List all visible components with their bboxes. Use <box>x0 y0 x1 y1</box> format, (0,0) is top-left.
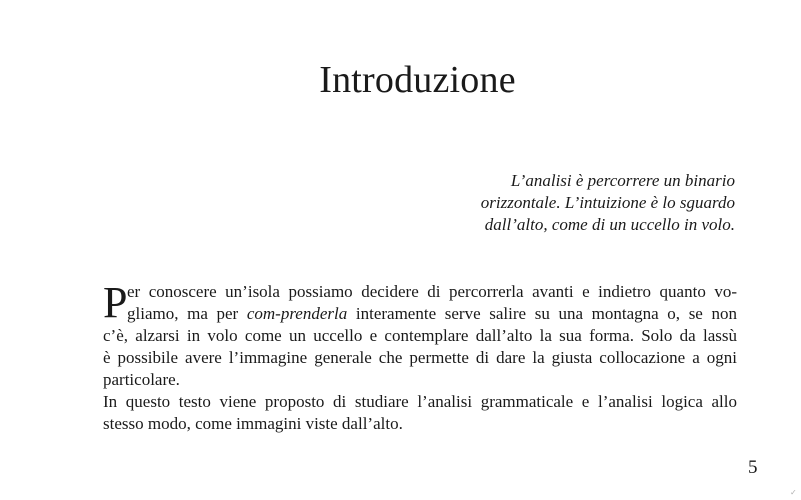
paragraph-line: è possibile avere l’immagine generale che permette di dare la giusta collocazione a ogni <box>103 348 737 367</box>
body-text <box>103 278 737 435</box>
epigraph-line: dall’alto, come di un uccello in volo. <box>484 215 735 234</box>
epigraph-line: L’analisi è percorrere un binario <box>510 171 735 190</box>
paragraph-line: er conoscere un’isola possiamo decidere di percorrerla avanti e indietro quanto vo- <box>127 282 737 301</box>
italic-term: com-prenderla <box>246 304 348 323</box>
paragraph-line: In questo testo viene proposto di studiare l’analisi grammaticale e l’analisi logica allo <box>103 392 737 411</box>
page-title: Introduzione <box>319 59 516 101</box>
epigraph-line: orizzontale. L’intuizione è lo sguardo <box>480 193 735 212</box>
paragraph-line: c’è, alzarsi in volo come un uccello e contemplare dall’alto la sua forma. Solo da lassù <box>103 326 737 345</box>
paragraph-line: stesso modo, come immagini viste dall’alto. <box>103 414 403 433</box>
paragraph-line <box>103 303 737 325</box>
epigraph-quote <box>415 170 735 236</box>
text-run: interamente serve salire su una montagna o, se non <box>347 304 737 323</box>
drop-cap: P <box>103 278 128 327</box>
check-mark-icon: ✓ <box>790 488 797 497</box>
page-number: 5 <box>748 457 758 478</box>
paragraph-line: particolare. <box>103 370 180 389</box>
text-run: gliamo, ma per <box>127 304 247 323</box>
